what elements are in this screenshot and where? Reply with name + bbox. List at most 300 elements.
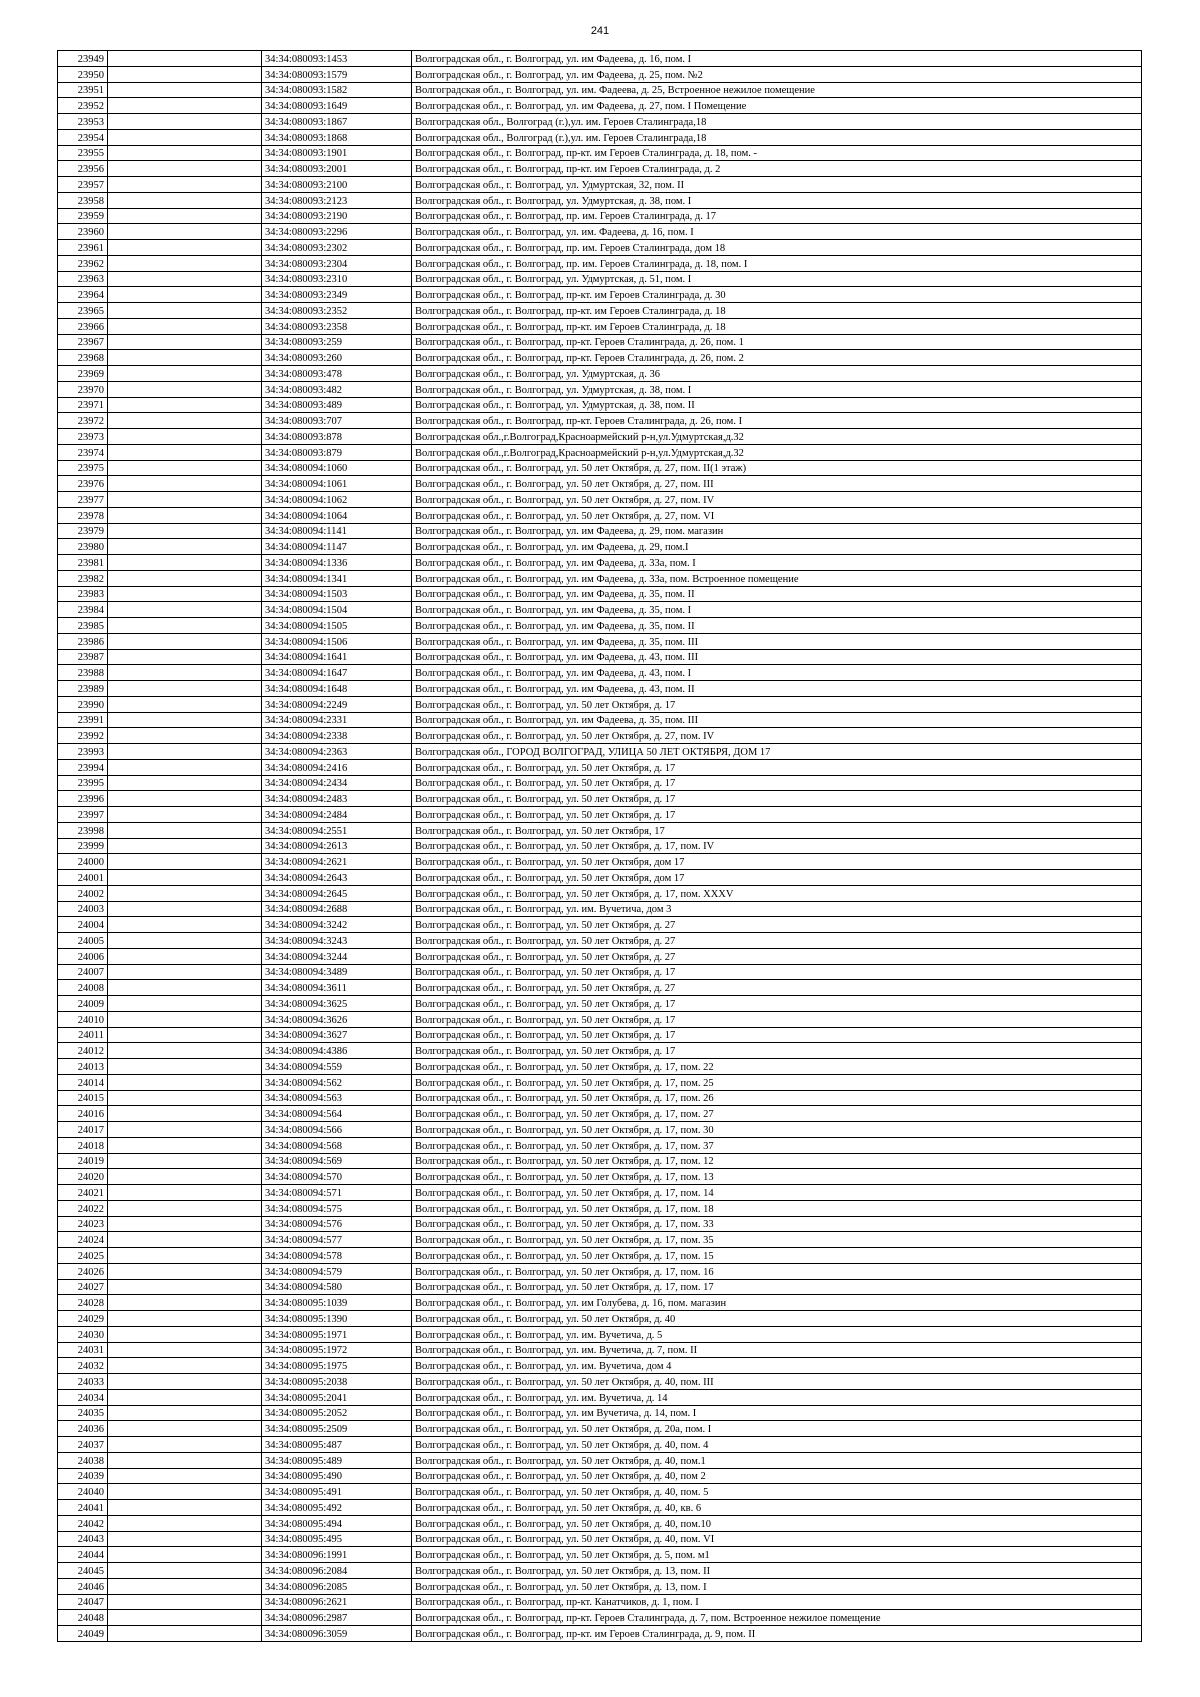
cadastral-number-cell: 34:34:080095:1039 — [262, 1295, 412, 1311]
blank-cell — [108, 744, 262, 760]
table-row — [58, 885, 1142, 901]
blank-cell — [108, 444, 262, 460]
cadastral-number-cell: 34:34:080094:577 — [262, 1232, 412, 1248]
row-number-cell: 23977 — [58, 492, 108, 508]
table-row — [58, 1311, 1142, 1327]
address-cell: Волгоградская обл., г. Волгоград, ул. 50 лет Октября, д. 27, пом. III — [412, 476, 1142, 492]
blank-cell — [108, 129, 262, 145]
row-number-cell: 24044 — [58, 1547, 108, 1563]
address-cell: Волгоградская обл., г. Волгоград, ул. им Фадеева, д. 43, пом. II — [412, 681, 1142, 697]
row-number-cell: 24007 — [58, 964, 108, 980]
cadastral-number-cell: 34:34:080093:878 — [262, 429, 412, 445]
address-cell: Волгоградская обл., г. Волгоград, ул. им Фадеева, д. 29, пом.I — [412, 539, 1142, 555]
table-row — [58, 759, 1142, 775]
table-row — [58, 665, 1142, 681]
address-cell: Волгоградская обл., г. Волгоград, ул. 50 лет Октября, д. 17, пом. 22 — [412, 1059, 1142, 1075]
blank-cell — [108, 759, 262, 775]
cadastral-number-cell: 34:34:080094:559 — [262, 1059, 412, 1075]
blank-cell — [108, 1500, 262, 1516]
blank-cell — [108, 570, 262, 586]
cadastral-number-cell: 34:34:080093:2352 — [262, 303, 412, 319]
table-row — [58, 555, 1142, 571]
table-row — [58, 1295, 1142, 1311]
address-cell: Волгоградская обл., г. Волгоград, ул. им Фадеева, д. 35, пом. II — [412, 586, 1142, 602]
table-row — [58, 1389, 1142, 1405]
blank-cell — [108, 822, 262, 838]
table-row — [58, 224, 1142, 240]
table-row — [58, 1011, 1142, 1027]
table-row — [58, 240, 1142, 256]
cadastral-number-cell: 34:34:080094:2434 — [262, 775, 412, 791]
table-row — [58, 1027, 1142, 1043]
blank-cell — [108, 66, 262, 82]
blank-cell — [108, 350, 262, 366]
page-number: 241 — [590, 25, 610, 37]
address-cell: Волгоградская обл., г. Волгоград, ул. Удмуртская, 32, пом. II — [412, 177, 1142, 193]
table-row — [58, 1452, 1142, 1468]
address-cell: Волгоградская обл., г. Волгоград, ул. 50 лет Октября, д. 17 — [412, 807, 1142, 823]
blank-cell — [108, 1342, 262, 1358]
table-row — [58, 208, 1142, 224]
row-number-cell: 24047 — [58, 1594, 108, 1610]
table-row — [58, 303, 1142, 319]
address-cell: Волгоградская обл., г. Волгоград, ул. 50 лет Октября, д. 17, пом. 27 — [412, 1106, 1142, 1122]
table-row — [58, 161, 1142, 177]
table-row — [58, 114, 1142, 130]
cadastral-number-cell: 34:34:080095:1975 — [262, 1358, 412, 1374]
cadastral-number-cell: 34:34:080094:563 — [262, 1090, 412, 1106]
cadastral-number-cell: 34:34:080094:3242 — [262, 917, 412, 933]
blank-cell — [108, 1515, 262, 1531]
table-row — [58, 996, 1142, 1012]
cadastral-number-cell: 34:34:080095:1971 — [262, 1326, 412, 1342]
blank-cell — [108, 712, 262, 728]
cadastral-number-cell: 34:34:080094:1504 — [262, 602, 412, 618]
address-cell: Волгоградская обл., г. Волгоград, ул. им. Вучетича, дом 4 — [412, 1358, 1142, 1374]
cadastral-number-cell: 34:34:080093:1649 — [262, 98, 412, 114]
cadastral-number-cell: 34:34:080094:1064 — [262, 507, 412, 523]
blank-cell — [108, 1279, 262, 1295]
address-cell: Волгоградская обл., г. Волгоград, ул. 50 лет Октября, д. 17, пом. XXXV — [412, 885, 1142, 901]
table-row — [58, 1484, 1142, 1500]
cadastral-number-cell: 34:34:080094:578 — [262, 1248, 412, 1264]
blank-cell — [108, 1043, 262, 1059]
row-number-cell: 24013 — [58, 1059, 108, 1075]
blank-cell — [108, 917, 262, 933]
cadastral-number-cell: 34:34:080095:2041 — [262, 1389, 412, 1405]
table-row — [58, 429, 1142, 445]
address-cell: Волгоградская обл., г. Волгоград, пр-кт. Канатчиков, д. 1, пом. I — [412, 1594, 1142, 1610]
row-number-cell: 23979 — [58, 523, 108, 539]
cadastral-number-cell: 34:34:080093:2304 — [262, 255, 412, 271]
address-cell: Волгоградская обл., г. Волгоград, ул. им Фадеева, д. 25, пом. №2 — [412, 66, 1142, 82]
cadastral-number-cell: 34:34:080094:575 — [262, 1200, 412, 1216]
registry-body — [58, 51, 1142, 1642]
row-number-cell: 24011 — [58, 1027, 108, 1043]
table-row — [58, 712, 1142, 728]
address-cell: Волгоградская обл., г. Волгоград, пр-кт. им Героев Сталинграда, д. 9, пом. II — [412, 1626, 1142, 1642]
blank-cell — [108, 208, 262, 224]
table-row — [58, 192, 1142, 208]
row-number-cell: 24041 — [58, 1500, 108, 1516]
cadastral-number-cell: 34:34:080093:707 — [262, 413, 412, 429]
address-cell: Волгоградская обл., г. Волгоград, ул. 50 лет Октября, д. 40, пом 2 — [412, 1468, 1142, 1484]
table-row — [58, 1216, 1142, 1232]
table-row — [58, 539, 1142, 555]
address-cell: Волгоградская обл., г. Волгоград, ул. 50 лет Октября, д. 27, пом. IV — [412, 728, 1142, 744]
cadastral-number-cell: 34:34:080094:2331 — [262, 712, 412, 728]
table-row — [58, 1405, 1142, 1421]
table-row — [58, 413, 1142, 429]
address-cell: Волгоградская обл., г. Волгоград, ул. 50 лет Октября, д. 17, пом. 15 — [412, 1248, 1142, 1264]
row-number-cell: 23965 — [58, 303, 108, 319]
address-cell: Волгоградская обл., г. Волгоград, пр. им. Героев Сталинграда, д. 17 — [412, 208, 1142, 224]
cadastral-number-cell: 34:34:080093:1868 — [262, 129, 412, 145]
row-number-cell: 23953 — [58, 114, 108, 130]
blank-cell — [108, 413, 262, 429]
cadastral-number-cell: 34:34:080094:3243 — [262, 933, 412, 949]
table-row — [58, 51, 1142, 67]
row-number-cell: 24012 — [58, 1043, 108, 1059]
cadastral-number-cell: 34:34:080094:1648 — [262, 681, 412, 697]
address-cell: Волгоградская обл., г. Волгоград, ул. 50 лет Октября, д. 17 — [412, 1027, 1142, 1043]
address-cell: Волгоградская обл., г. Волгоград, ул. 50 лет Октября, д. 5, пом. м1 — [412, 1547, 1142, 1563]
address-cell: Волгоградская обл., г. Волгоград, ул. 50 лет Октября, д. 27 — [412, 917, 1142, 933]
table-row — [58, 98, 1142, 114]
row-number-cell: 24029 — [58, 1311, 108, 1327]
address-cell: Волгоградская обл., г. Волгоград, ул. 50 лет Октября, д. 17, пом. 37 — [412, 1137, 1142, 1153]
blank-cell — [108, 145, 262, 161]
cadastral-number-cell: 34:34:080094:3627 — [262, 1027, 412, 1043]
table-row — [58, 649, 1142, 665]
blank-cell — [108, 161, 262, 177]
blank-cell — [108, 681, 262, 697]
blank-cell — [108, 933, 262, 949]
cadastral-number-cell: 34:34:080094:562 — [262, 1074, 412, 1090]
table-row — [58, 1500, 1142, 1516]
blank-cell — [108, 476, 262, 492]
table-row — [58, 1263, 1142, 1279]
row-number-cell: 24049 — [58, 1626, 108, 1642]
table-row — [58, 870, 1142, 886]
cadastral-number-cell: 34:34:080094:1336 — [262, 555, 412, 571]
cadastral-number-cell: 34:34:080094:571 — [262, 1185, 412, 1201]
row-number-cell: 23963 — [58, 271, 108, 287]
address-cell: Волгоградская обл., г. Волгоград, ул. 50 лет Октября, д. 17, пом. 26 — [412, 1090, 1142, 1106]
cadastral-number-cell: 34:34:080093:1867 — [262, 114, 412, 130]
cadastral-number-cell: 34:34:080094:1503 — [262, 586, 412, 602]
row-number-cell: 23951 — [58, 82, 108, 98]
table-row — [58, 1122, 1142, 1138]
row-number-cell: 24048 — [58, 1610, 108, 1626]
address-cell: Волгоградская обл., г. Волгоград, ул. им Фадеева, д. 35, пом. II — [412, 618, 1142, 634]
blank-cell — [108, 318, 262, 334]
table-row — [58, 1342, 1142, 1358]
row-number-cell: 23954 — [58, 129, 108, 145]
blank-cell — [108, 1311, 262, 1327]
cadastral-number-cell: 34:34:080093:478 — [262, 366, 412, 382]
cadastral-number-cell: 34:34:080094:3489 — [262, 964, 412, 980]
row-number-cell: 23981 — [58, 555, 108, 571]
address-cell: Волгоградская обл., г. Волгоград, ул. Удмуртская, д. 38, пом. I — [412, 381, 1142, 397]
blank-cell — [108, 1248, 262, 1264]
row-number-cell: 23991 — [58, 712, 108, 728]
table-row — [58, 1232, 1142, 1248]
blank-cell — [108, 1074, 262, 1090]
cadastral-number-cell: 34:34:080093:2001 — [262, 161, 412, 177]
address-cell: Волгоградская обл., ГОРОД ВОЛГОГРАД, УЛИЦА 50 ЛЕТ ОКТЯБРЯ, ДОМ 17 — [412, 744, 1142, 760]
table-row — [58, 744, 1142, 760]
address-cell: Волгоградская обл., г. Волгоград, ул. 50 лет Октября, д. 17 — [412, 996, 1142, 1012]
row-number-cell: 24035 — [58, 1405, 108, 1421]
row-number-cell: 23978 — [58, 507, 108, 523]
address-cell: Волгоградская обл.,г.Волгоград,Красноармейский р-н,ул.Удмуртская,д.32 — [412, 429, 1142, 445]
row-number-cell: 23962 — [58, 255, 108, 271]
table-row — [58, 1200, 1142, 1216]
cadastral-number-cell: 34:34:080094:2645 — [262, 885, 412, 901]
table-row — [58, 1043, 1142, 1059]
address-cell: Волгоградская обл., г. Волгоград, ул. 50 лет Октября, д. 27, пом. IV — [412, 492, 1142, 508]
row-number-cell: 24008 — [58, 980, 108, 996]
registry-table — [57, 50, 1142, 1642]
blank-cell — [108, 1626, 262, 1642]
row-number-cell: 23960 — [58, 224, 108, 240]
blank-cell — [108, 492, 262, 508]
row-number-cell: 23976 — [58, 476, 108, 492]
blank-cell — [108, 854, 262, 870]
table-row — [58, 1074, 1142, 1090]
blank-cell — [108, 1200, 262, 1216]
table-row — [58, 1185, 1142, 1201]
row-number-cell: 24015 — [58, 1090, 108, 1106]
cadastral-number-cell: 34:34:080094:2363 — [262, 744, 412, 760]
row-number-cell: 23983 — [58, 586, 108, 602]
address-cell: Волгоградская обл., г. Волгоград, ул. им. Вучетича, д. 7, пом. II — [412, 1342, 1142, 1358]
row-number-cell: 24025 — [58, 1248, 108, 1264]
blank-cell — [108, 303, 262, 319]
row-number-cell: 23996 — [58, 791, 108, 807]
address-cell: Волгоградская обл., г. Волгоград, ул. им Фадеева, д. 16, пом. I — [412, 51, 1142, 67]
address-cell: Волгоградская обл., г. Волгоград, ул. Удмуртская, д. 38, пом. I — [412, 192, 1142, 208]
row-number-cell: 24004 — [58, 917, 108, 933]
blank-cell — [108, 1059, 262, 1075]
address-cell: Волгоградская обл., г. Волгоград, ул. 50 лет Октября, д. 27 — [412, 980, 1142, 996]
row-number-cell: 23974 — [58, 444, 108, 460]
cadastral-number-cell: 34:34:080094:2416 — [262, 759, 412, 775]
table-row — [58, 791, 1142, 807]
cadastral-number-cell: 34:34:080094:3625 — [262, 996, 412, 1012]
row-number-cell: 24034 — [58, 1389, 108, 1405]
blank-cell — [108, 177, 262, 193]
blank-cell — [108, 1137, 262, 1153]
address-cell: Волгоградская обл., г. Волгоград, ул. им Фадеева, д. 35, пом. III — [412, 633, 1142, 649]
blank-cell — [108, 224, 262, 240]
cadastral-number-cell: 34:34:080096:1991 — [262, 1547, 412, 1563]
table-row — [58, 507, 1142, 523]
table-row — [58, 1326, 1142, 1342]
blank-cell — [108, 980, 262, 996]
table-row — [58, 586, 1142, 602]
address-cell: Волгоградская обл., г. Волгоград, ул. им. Вучетича, д. 14 — [412, 1389, 1142, 1405]
cadastral-number-cell: 34:34:080094:1505 — [262, 618, 412, 634]
row-number-cell: 23957 — [58, 177, 108, 193]
cadastral-number-cell: 34:34:080093:2358 — [262, 318, 412, 334]
table-row — [58, 854, 1142, 870]
blank-cell — [108, 366, 262, 382]
row-number-cell: 23986 — [58, 633, 108, 649]
table-row — [58, 1594, 1142, 1610]
table-row — [58, 728, 1142, 744]
cadastral-number-cell: 34:34:080095:1390 — [262, 1311, 412, 1327]
blank-cell — [108, 633, 262, 649]
table-row — [58, 66, 1142, 82]
address-cell: Волгоградская обл., г. Волгоград, ул. 50 лет Октября, д. 40, пом. 5 — [412, 1484, 1142, 1500]
blank-cell — [108, 791, 262, 807]
row-number-cell: 24027 — [58, 1279, 108, 1295]
table-row — [58, 618, 1142, 634]
table-row — [58, 255, 1142, 271]
blank-cell — [108, 901, 262, 917]
table-row — [58, 460, 1142, 476]
row-number-cell: 23998 — [58, 822, 108, 838]
blank-cell — [108, 555, 262, 571]
cadastral-number-cell: 34:34:080094:2643 — [262, 870, 412, 886]
address-cell: Волгоградская обл., г. Волгоград, пр-кт. им Героев Сталинграда, д. 18 — [412, 318, 1142, 334]
row-number-cell: 24032 — [58, 1358, 108, 1374]
cadastral-number-cell: 34:34:080096:2987 — [262, 1610, 412, 1626]
table-row — [58, 381, 1142, 397]
blank-cell — [108, 51, 262, 67]
table-row — [58, 681, 1142, 697]
table-row — [58, 917, 1142, 933]
table-row — [58, 1059, 1142, 1075]
blank-cell — [108, 665, 262, 681]
row-number-cell: 24045 — [58, 1563, 108, 1579]
address-cell: Волгоградская обл., г. Волгоград, ул. 50 лет Октября, д. 17, пом. 25 — [412, 1074, 1142, 1090]
address-cell: Волгоградская обл., г. Волгоград, ул. 50 лет Октября, д. 27 — [412, 933, 1142, 949]
blank-cell — [108, 82, 262, 98]
address-cell: Волгоградская обл., г. Волгоград, ул. им Фадеева, д. 33а, пом. Встроенное помещение — [412, 570, 1142, 586]
cadastral-number-cell: 34:34:080094:4386 — [262, 1043, 412, 1059]
blank-cell — [108, 1232, 262, 1248]
address-cell: Волгоградская обл., г. Волгоград, ул. им. Фадеева, д. 16, пом. I — [412, 224, 1142, 240]
blank-cell — [108, 523, 262, 539]
table-row — [58, 1437, 1142, 1453]
cadastral-number-cell: 34:34:080095:487 — [262, 1437, 412, 1453]
row-number-cell: 24010 — [58, 1011, 108, 1027]
address-cell: Волгоградская обл., г. Волгоград, ул. 50 лет Октября, 17 — [412, 822, 1142, 838]
cadastral-number-cell: 34:34:080094:566 — [262, 1122, 412, 1138]
blank-cell — [108, 1326, 262, 1342]
cadastral-number-cell: 34:34:080094:2688 — [262, 901, 412, 917]
cadastral-number-cell: 34:34:080093:2310 — [262, 271, 412, 287]
cadastral-number-cell: 34:34:080095:2038 — [262, 1374, 412, 1390]
table-row — [58, 1358, 1142, 1374]
table-row — [58, 696, 1142, 712]
address-cell: Волгоградская обл., г. Волгоград, ул. им Фадеева, д. 35, пом. I — [412, 602, 1142, 618]
blank-cell — [108, 192, 262, 208]
row-number-cell: 24040 — [58, 1484, 108, 1500]
cadastral-number-cell: 34:34:080095:2052 — [262, 1405, 412, 1421]
address-cell: Волгоградская обл., г. Волгоград, ул. 50 лет Октября, д. 17, пом. 35 — [412, 1232, 1142, 1248]
cadastral-number-cell: 34:34:080094:568 — [262, 1137, 412, 1153]
table-row — [58, 82, 1142, 98]
blank-cell — [108, 775, 262, 791]
blank-cell — [108, 948, 262, 964]
table-row — [58, 444, 1142, 460]
blank-cell — [108, 240, 262, 256]
table-row — [58, 523, 1142, 539]
address-cell: Волгоградская обл., г. Волгоград, ул. 50 лет Октября, д. 17, пом. 13 — [412, 1169, 1142, 1185]
cadastral-number-cell: 34:34:080094:2621 — [262, 854, 412, 870]
blank-cell — [108, 1468, 262, 1484]
cadastral-number-cell: 34:34:080096:2085 — [262, 1578, 412, 1594]
cadastral-number-cell: 34:34:080094:2484 — [262, 807, 412, 823]
table-row — [58, 933, 1142, 949]
row-number-cell: 23971 — [58, 397, 108, 413]
blank-cell — [108, 586, 262, 602]
row-number-cell: 24009 — [58, 996, 108, 1012]
blank-cell — [108, 1011, 262, 1027]
row-number-cell: 23980 — [58, 539, 108, 555]
address-cell: Волгоградская обл., г. Волгоград, ул. 50 лет Октября, д. 17, пом. 33 — [412, 1216, 1142, 1232]
row-number-cell: 24038 — [58, 1452, 108, 1468]
cadastral-number-cell: 34:34:080095:2509 — [262, 1421, 412, 1437]
address-cell: Волгоградская обл., г. Волгоград, пр-кт. им Героев Сталинграда, д. 2 — [412, 161, 1142, 177]
cadastral-number-cell: 34:34:080094:579 — [262, 1263, 412, 1279]
cadastral-number-cell: 34:34:080094:2338 — [262, 728, 412, 744]
cadastral-number-cell: 34:34:080093:1582 — [262, 82, 412, 98]
table-row — [58, 366, 1142, 382]
row-number-cell: 24046 — [58, 1578, 108, 1594]
cadastral-number-cell: 34:34:080094:1141 — [262, 523, 412, 539]
table-row — [58, 1090, 1142, 1106]
address-cell: Волгоградская обл., г. Волгоград, ул. им Голубева, д. 16, пом. магазин — [412, 1295, 1142, 1311]
table-row — [58, 980, 1142, 996]
table-row — [58, 397, 1142, 413]
row-number-cell: 24017 — [58, 1122, 108, 1138]
blank-cell — [108, 885, 262, 901]
address-cell: Волгоградская обл., г. Волгоград, ул. 50 лет Октября, д. 13, пом. II — [412, 1563, 1142, 1579]
blank-cell — [108, 1547, 262, 1563]
row-number-cell: 23952 — [58, 98, 108, 114]
row-number-cell: 24006 — [58, 948, 108, 964]
table-row — [58, 1374, 1142, 1390]
blank-cell — [108, 1027, 262, 1043]
address-cell: Волгоградская обл., г. Волгоград, ул. 50 лет Октября, д. 17 — [412, 1043, 1142, 1059]
blank-cell — [108, 1484, 262, 1500]
address-cell: Волгоградская обл., г. Волгоград, ул. им. Вучетича, д. 5 — [412, 1326, 1142, 1342]
blank-cell — [108, 1421, 262, 1437]
row-number-cell: 23956 — [58, 161, 108, 177]
blank-cell — [108, 1531, 262, 1547]
table-row — [58, 1515, 1142, 1531]
table-row — [58, 145, 1142, 161]
cadastral-number-cell: 34:34:080096:2084 — [262, 1563, 412, 1579]
table-row — [58, 1468, 1142, 1484]
cadastral-number-cell: 34:34:080094:564 — [262, 1106, 412, 1122]
cadastral-number-cell: 34:34:080093:489 — [262, 397, 412, 413]
cadastral-number-cell: 34:34:080094:3611 — [262, 980, 412, 996]
cadastral-number-cell: 34:34:080096:2621 — [262, 1594, 412, 1610]
address-cell: Волгоградская обл., г. Волгоград, пр. им. Героев Сталинграда, д. 18, пом. I — [412, 255, 1142, 271]
address-cell: Волгоградская обл., г. Волгоград, ул. 50 лет Октября, д. 40, пом. 4 — [412, 1437, 1142, 1453]
row-number-cell: 24003 — [58, 901, 108, 917]
table-row — [58, 129, 1142, 145]
table-row — [58, 633, 1142, 649]
row-number-cell: 23997 — [58, 807, 108, 823]
blank-cell — [108, 114, 262, 130]
